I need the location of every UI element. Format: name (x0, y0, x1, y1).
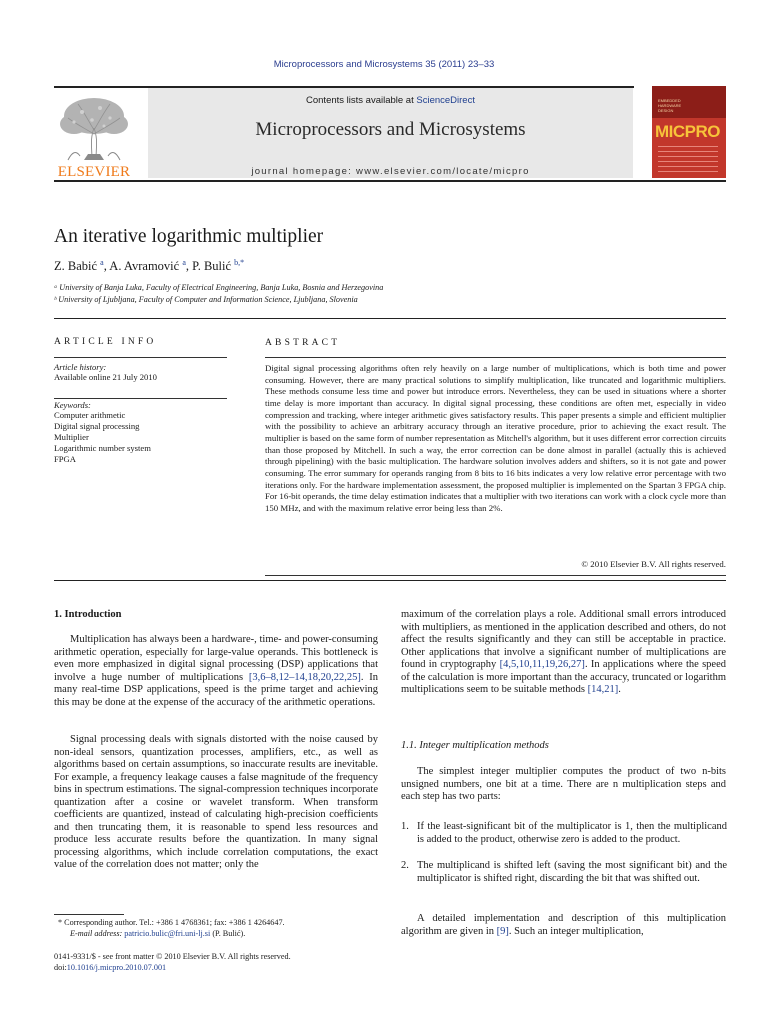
article-title: An iterative logarithmic multiplier (54, 226, 324, 247)
author-affil-mark[interactable]: b,* (234, 258, 245, 267)
affiliation-b: ᵇ University of Ljubljana, Faculty of Computer and Information Science, Ljubljana, Slovenia (54, 295, 358, 304)
keyword-item: Multiplier (54, 432, 89, 442)
step-text: The multiplicand is shifted left (saving the most significant bit) and the multiplicator is shifted right, discarding the bit that was shifted out. (417, 860, 727, 884)
doi-link[interactable]: 10.1016/j.micpro.2010.07.001 (66, 963, 167, 972)
step-number: 1. (401, 821, 409, 832)
publisher-name: ELSEVIER (57, 164, 131, 180)
article-info-heading: ARTICLE INFO (54, 337, 157, 347)
author-name[interactable]: A. Avramović (109, 259, 180, 274)
keywords-rule (54, 398, 227, 399)
affiliation-a: ᵃ University of Banja Luka, Faculty of Electrical Engineering, Banja Luka, Bosnia and Herzegovina (54, 283, 384, 292)
intro-paragraph-1 (54, 634, 378, 709)
intro-paragraph-2: Signal processing deals with signals distorted with the noise caused by non-ideal sensors, quantization processes, amplifiers, etc., as well as algorithms based on certain assumptions, so inaccurate results are inevitable. For example, a frequency leakage causes a false magnitude of the frequency bins in spectrum estimations. The signal-compression techniques incorporate quantization after a cosine or wavelet transform. When transform coefficients are quantized, instead of calculating high-precision coefficients and then truncating them, it is reasonable to spend less resources and produce less accurate results before the quantization. In many signal processing algorithms, which include correlation computations, the exact value of the correlation does not matter; only the (54, 734, 378, 871)
step-item (401, 821, 726, 861)
citation-link[interactable]: [4,5,10,11,19,26,27] (499, 659, 585, 671)
paragraph-text: . In applications where the speed of the calculation is more important than the accuracy, truncated or logarithm multiplications seem to be suitable methods (401, 659, 726, 696)
citation-link[interactable]: [3,6–8,12–14,18,20,22,25] (248, 671, 361, 683)
email-suffix: (P. Bulić). (210, 929, 246, 938)
title-block-rule (54, 318, 726, 319)
sciencedirect-link[interactable]: ScienceDirect (416, 95, 475, 106)
keyword-item: Logarithmic number system (54, 443, 151, 453)
cover-decoration (658, 146, 718, 172)
paragraph-text: . (618, 684, 621, 696)
step-text: If the least-significant bit of the multiplicator is 1, then the multiplicand is added to the product, otherwise zero is added to the product. (417, 821, 727, 845)
issn-line: 0141-9331/$ - see front matter © 2010 Elsevier B.V. All rights reserved. (54, 952, 291, 961)
footnote-rule (54, 914, 124, 915)
paragraph-text: maximum of the correlation plays a role. Additional small errors introduced with multipliers, as mentioned in the application described and others, do not affect the results significantly and they can still be acceptable in practice. Other applications that involve a significant number of multiplications are found in cryptography (401, 609, 726, 671)
abstract-end-rule (54, 580, 726, 581)
email-label: E-mail address: (70, 929, 125, 938)
paragraph-text: . In many real-time DSP applications, speed is the prime target and achieving this may be done at the expense of the accuracy of the arithmetic operations. (54, 671, 378, 708)
cover-small-text: EMBEDDED HARDWARE DESIGN (658, 98, 682, 113)
author-name[interactable]: Z. Babić (54, 259, 98, 274)
abstract-text: Digital signal processing algorithms often rely heavily on a large number of multiplications, which is both time and power consuming. However, there are many practical solutions to simplify multiplication, like truncated and logarithmic multipliers. These methods consume less time and power but introduce errors. Nevertheless, they can be used in situations where a shorter time delay is more important than accuracy. In digital signal processing, these conditions are often met, especially in video compression and tracking, where integer arithmetic gives satisfactory results. This paper presents a simple and efficient multiplier with the possibility to achieve an arbitrary accuracy through an iterative procedure, prior to achieving the exact result. The multiplier is based on the same form of number representation as Mitchell's algorithm, but it uses different error correction circuits than those proposed by Mitchell. In such a way, the error correction can be done almost in parallel (actually this is achieved through pipelining) with the basic multiplication. The hardware solution involves adders and shifters, so it is not gate and power consuming. The error summary for operands ranging from 8 bits to 16 bits indicates a very low relative error percentage with two iterations only. For the hardware implementation assessment, the proposed multiplier is implemented on the Spartan 3 FPGA chip. For 16-bit operands, the time delay estimation indicates that a multiplier with two iterations can work with a clock cycle more than 150 MHz, and with the maximum relative error being less than 2%. (265, 363, 726, 513)
citation-link[interactable]: [14,21] (587, 684, 619, 696)
citation-link[interactable]: [9] (496, 925, 509, 937)
journal-homepage[interactable]: journal homepage: www.elsevier.com/locate/micpro (251, 166, 530, 177)
email-link[interactable]: patricio.bulic@fri.uni-lj.si (124, 929, 211, 938)
subsection-heading: 1.1. Integer multiplication methods (401, 740, 549, 751)
intro-paragraph-3 (401, 609, 726, 697)
author-affil-mark[interactable]: a (182, 258, 186, 267)
keyword-item: FPGA (54, 454, 76, 464)
doi-prefix: doi: (54, 963, 67, 972)
contents-prefix: Contents lists available at (306, 95, 417, 106)
journal-title: Microprocessors and Microsystems (255, 119, 526, 140)
email-line (70, 929, 380, 940)
paragraph-text: Multiplication has always been a hardware-, time- and power-consuming arithmetic operation, especially for large-value operands. This bottleneck is even more emphasized in digital signal processing (DSP) applications that involve a huge number of multiplications (54, 634, 378, 683)
keyword-item: Digital signal processing (54, 421, 140, 431)
abstract-copyright: © 2010 Elsevier B.V. All rights reserved. (581, 559, 726, 569)
cover-title: MICPRO (655, 122, 720, 141)
journal-reference[interactable]: Microprocessors and Microsystems 35 (2011) 23–33 (273, 59, 495, 70)
step-item (401, 860, 726, 900)
article-info-rule (54, 357, 227, 358)
history-value: Available online 21 July 2010 (54, 372, 157, 382)
header-bottom-rule (54, 180, 726, 182)
step-number: 2. (401, 860, 409, 871)
author-name[interactable]: P. Bulić (192, 259, 232, 274)
paragraph-text: . Such an integer multiplication, (508, 925, 644, 937)
doi-line (54, 963, 384, 974)
author-affil-mark[interactable]: a (100, 258, 104, 267)
abstract-top-rule (265, 357, 726, 358)
abstract-bottom-rule (265, 575, 726, 576)
keyword-item: Computer arithmetic (54, 410, 126, 420)
keywords-label: Keywords: (54, 400, 91, 410)
paragraph-text: A detailed implementation and description of this multiplication algorithm are given in (401, 913, 726, 937)
journal-cover-thumbnail (652, 86, 726, 178)
abstract-heading: ABSTRACT (265, 338, 341, 348)
contents-availability (148, 95, 633, 106)
author-list: Z. Babić $^a$, A. Avramović $^a$, P. Bulić $^{b,*}$ (54, 258, 245, 274)
implementation-paragraph (401, 913, 726, 938)
section-heading-introduction: 1. Introduction (54, 609, 122, 620)
history-label: Article history: (54, 362, 107, 372)
corresponding-author-note: * Corresponding author. Tel.: +386 1 4768361; fax: +386 1 4264647. (58, 918, 285, 927)
integer-methods-paragraph: The simplest integer multiplier computes the product of two n-bits unsigned numbers, one bit at a time. There are n multiplication steps and each step has two parts: (401, 766, 726, 803)
